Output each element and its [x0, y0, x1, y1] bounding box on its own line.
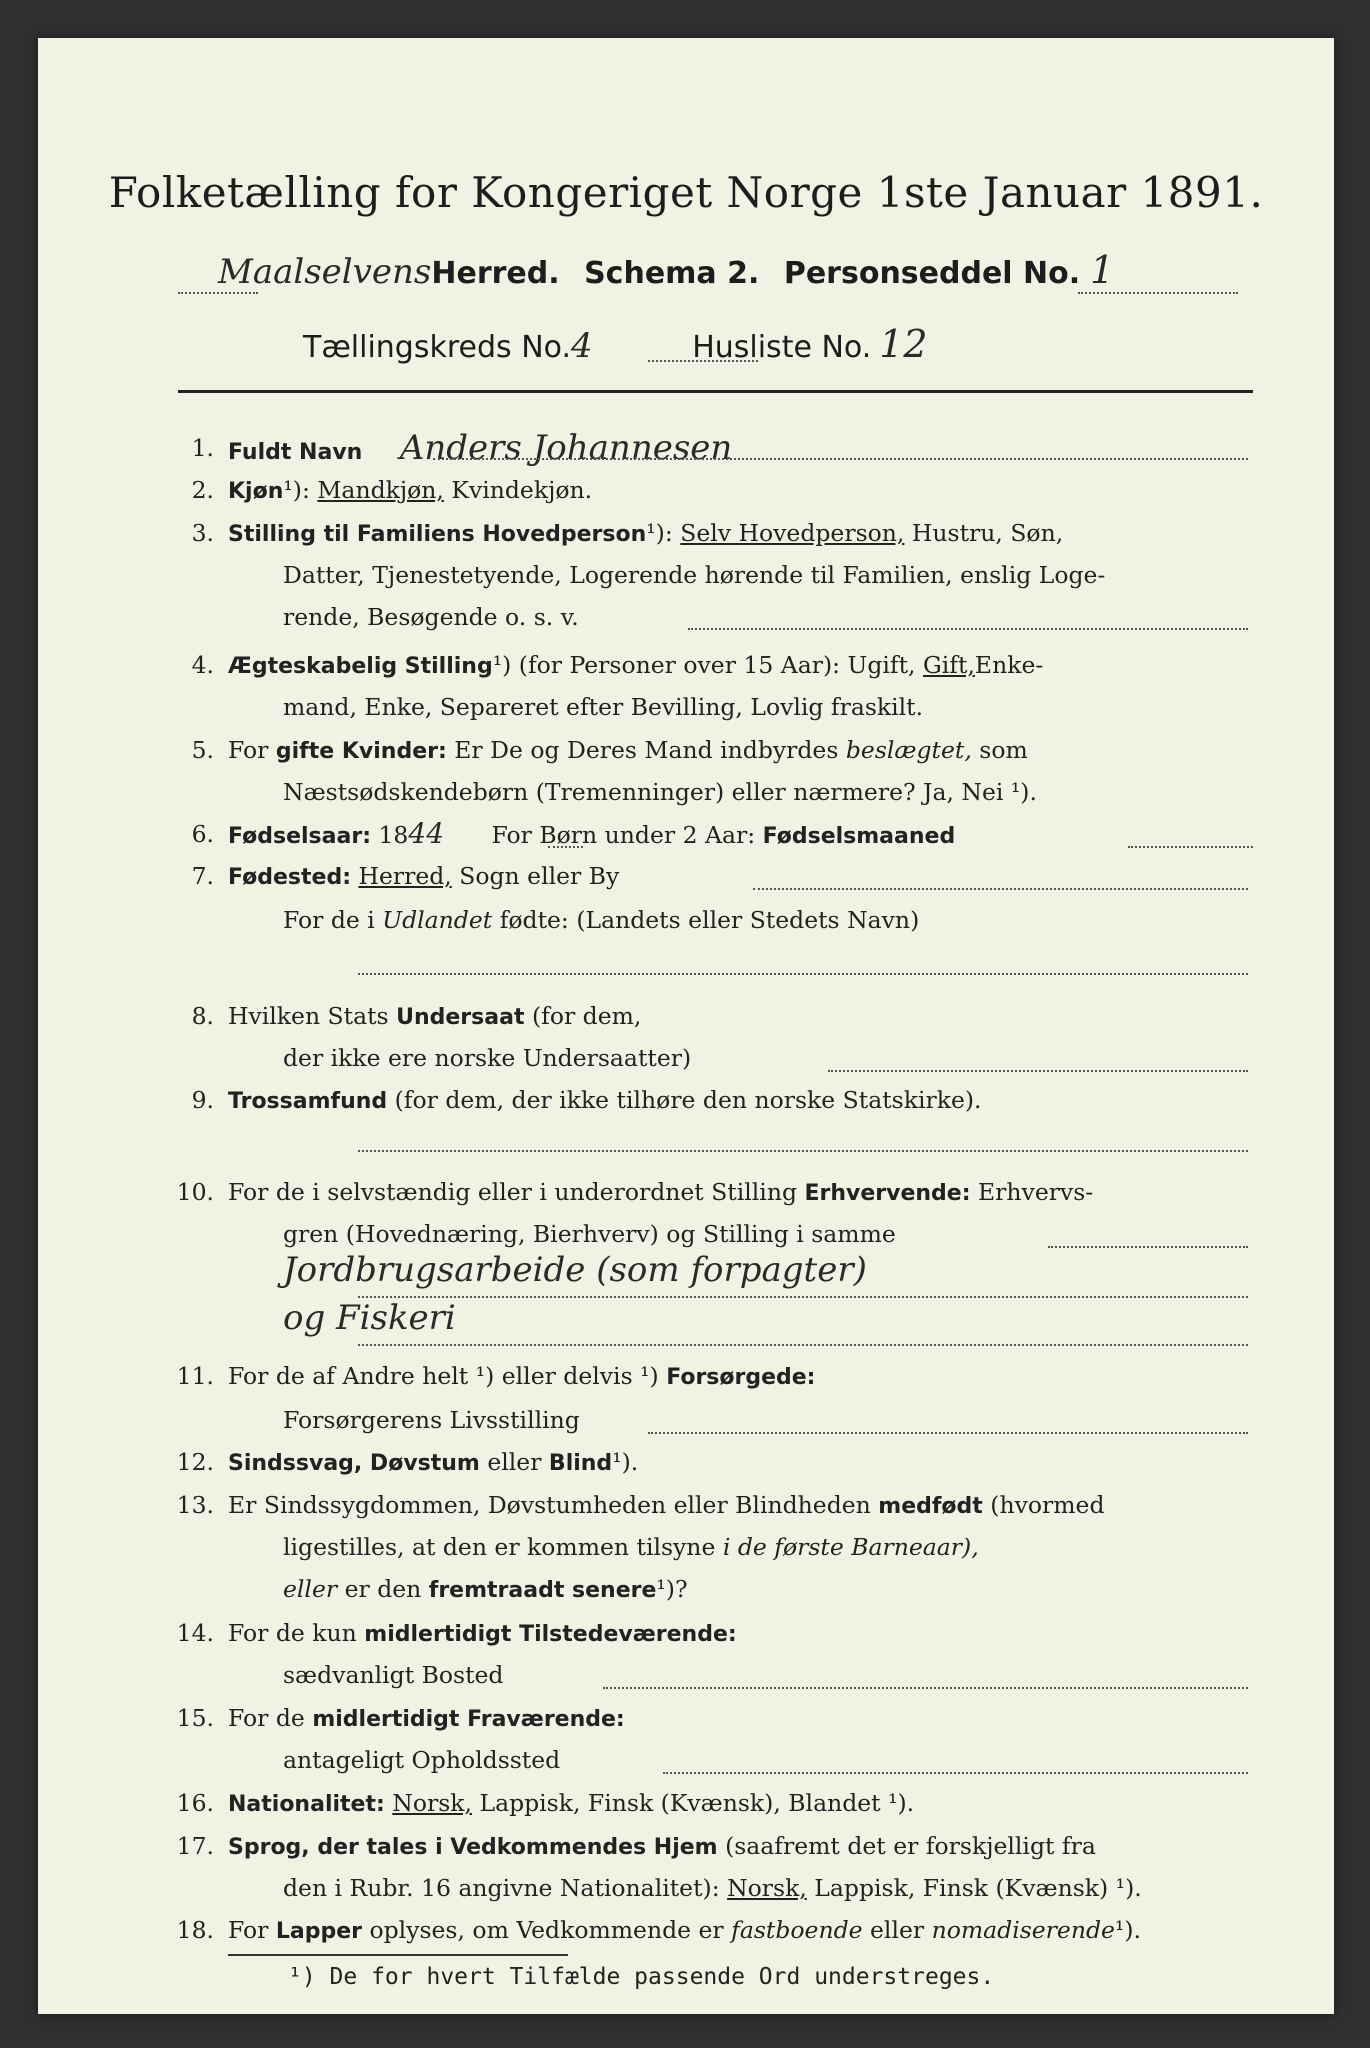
question-text: ¹) (for Personer over 15 Aar): Ugift, [492, 651, 916, 679]
label-birth-year: Fødselsaar: [228, 824, 371, 849]
question-3-line-3: rende, Besøgende o. s. v. [283, 603, 579, 631]
question-text: oplyses, om Vedkommende er [362, 1916, 732, 1944]
question-number: 17. [176, 1832, 214, 1860]
question-text-italic: Udlandet [382, 906, 493, 934]
question-13-line-2 [228, 1527, 1313, 1567]
option-norwegian-language-selected: Norsk, [727, 1874, 807, 1902]
question-text: Enke- [974, 651, 1044, 679]
option-married-selected: Gift, [923, 651, 975, 679]
occupation-hw-line-1 [228, 1250, 1313, 1293]
dotted-line [1078, 292, 1238, 294]
question-text: som [979, 736, 1028, 764]
question-number: 8. [191, 1002, 214, 1030]
question-number: 6. [191, 820, 214, 848]
question-number: 11. [176, 1362, 214, 1390]
question-text: eller [487, 1448, 542, 1476]
question-text: Erhvervs- [978, 1178, 1094, 1206]
question-text: fødte: (Landets eller Stedets Navn) [499, 906, 920, 934]
dotted-line [648, 1432, 1248, 1434]
question-text: For de af Andre helt ¹) eller delvis ¹) [228, 1362, 659, 1390]
question-14 [176, 1613, 1258, 1655]
label-lapps: Lapper [275, 1919, 363, 1944]
question-number: 10. [176, 1178, 214, 1206]
label-sex: Kjøn [228, 479, 284, 504]
question-number: 12. [176, 1448, 214, 1476]
occupation-hw-line-2 [228, 1298, 1313, 1341]
dotted-line [648, 360, 758, 362]
question-7-line-2 [228, 900, 1313, 940]
herred-line [218, 248, 1114, 292]
question-text: Hvilken Stats [228, 1002, 389, 1030]
option-male-selected: Mandkjøn, [317, 476, 444, 504]
label-congenital: medfødt [878, 1494, 983, 1519]
question-text: Lappisk, Finsk (Kvænsk) ¹). [814, 1874, 1142, 1902]
question-9 [191, 1080, 1258, 1122]
label-birth-month: Fødselsmaaned [762, 824, 956, 849]
question-number: 14. [176, 1619, 214, 1647]
question-text: For Børn under 2 Aar: [491, 821, 756, 849]
dotted-line [358, 1344, 1248, 1346]
question-11-line-2: Forsørgerens Livsstilling [283, 1406, 580, 1434]
question-text: Er De og Deres Mand indbyrdes [454, 736, 839, 764]
label-citizenship: Undersaat [396, 1005, 525, 1030]
question-4-line-2: mand, Enke, Separeret efter Bevilling, Lovlig fraskilt. [283, 693, 924, 721]
dotted-line [358, 1150, 1248, 1152]
label-disabilities: Sindssvag, Døvstum [228, 1451, 480, 1476]
form-title: Folketælling for Kongeriget Norge 1ste Januar 1891. [108, 168, 1264, 217]
question-text: For de i selvstændig eller i underordnet Stilling [228, 1178, 797, 1206]
question-5 [191, 730, 1258, 772]
question-text: Lappisk, Finsk (Kvænsk), Blandet ¹). [479, 1789, 915, 1817]
birth-year-prefix: 18 [378, 821, 409, 849]
question-text: (for dem, [531, 1002, 642, 1030]
dotted-line [688, 628, 1248, 630]
footnote-rule [228, 1954, 568, 1956]
question-15 [176, 1698, 1258, 1740]
header-rule [178, 390, 1253, 393]
question-1 [191, 428, 1258, 473]
question-3 [191, 513, 1258, 555]
dotted-line [433, 458, 1248, 460]
question-number: 4. [191, 651, 214, 679]
question-text: den i Rubr. 16 angivne Nationalitet): [283, 1874, 720, 1902]
label-temporarily-present: midlertidigt Tilstedeværende: [364, 1622, 737, 1647]
question-text: For de kun [228, 1619, 357, 1647]
question-text-italic: fastboende [731, 1916, 863, 1944]
question-number: 13. [176, 1491, 214, 1519]
question-2 [191, 470, 1258, 512]
question-4 [191, 645, 1258, 687]
question-16 [176, 1783, 1258, 1825]
options-text: Hustru, Søn, [911, 519, 1064, 547]
dotted-line [1128, 846, 1253, 848]
footnote: ¹) De for hvert Tilfælde passende Ord understreges. [288, 1964, 995, 1990]
question-text-italic: beslægtet, [845, 736, 972, 764]
name-handwriting: Anders Johannesen [399, 428, 733, 468]
label-family-position: Stilling til Familiens Hovedperson [228, 522, 647, 547]
option-head-selected: Selv Hovedperson, [680, 519, 905, 547]
question-text: For [228, 736, 269, 764]
label-nationality: Nationalitet: [228, 1792, 385, 1817]
label-temporarily-absent: midlertidigt Fraværende: [312, 1707, 625, 1732]
kreds-label: Tællingskreds No. [303, 330, 571, 365]
question-3-line-2: Datter, Tjenestetyende, Logerende hørende til Familien, enslig Loge- [283, 561, 1106, 589]
kreds-handwriting: 4 [571, 326, 593, 366]
question-13-line-3 [228, 1569, 1313, 1611]
question-number: 18. [176, 1916, 214, 1944]
question-text: For de [228, 1704, 305, 1732]
question-number: 9. [191, 1086, 214, 1114]
question-17-line-2 [228, 1868, 1313, 1908]
question-13 [176, 1485, 1258, 1527]
question-10-line-2: gren (Hovednæring, Bierhverv) og Stilling i samme [283, 1220, 896, 1248]
option-female: Kvindekjøn. [451, 476, 593, 504]
dotted-line [753, 888, 1248, 890]
herred-handwriting: Maalselvens [218, 252, 432, 292]
label-birthplace: Fødested: [228, 865, 351, 890]
dotted-line [1048, 1246, 1248, 1248]
question-text: Er Sindssygdommen, Døvstumheden eller Blindheden [228, 1491, 871, 1519]
footnote-marker: ¹)? [656, 1575, 688, 1603]
occupation-handwriting: Jordbrugsarbeide (som forpagter) [283, 1250, 867, 1290]
dotted-line [548, 846, 583, 848]
birth-year-handwriting: 44 [408, 817, 445, 850]
question-6 [191, 814, 1258, 857]
option-norwegian-selected: Norsk, [392, 1789, 472, 1817]
footnote-marker: ¹): [283, 476, 310, 504]
footnote-marker: ¹): [646, 519, 673, 547]
label-married-women: gifte Kvinder: [275, 739, 447, 764]
dotted-line [663, 1772, 1248, 1774]
footnote-marker: ¹). [612, 1448, 639, 1476]
label-occupation: Erhvervende: [804, 1181, 971, 1206]
husliste-handwriting: 12 [879, 322, 928, 366]
kreds-line [303, 322, 928, 366]
question-text: (hvormed [990, 1491, 1105, 1519]
label-supported: Forsørgede: [666, 1365, 816, 1390]
question-number: 15. [176, 1704, 214, 1732]
schema-label: Schema 2. [584, 256, 760, 291]
dotted-line [828, 1070, 1248, 1072]
question-8 [191, 996, 1258, 1038]
question-17 [176, 1826, 1258, 1868]
question-text: ligestilles, at den er kommen tilsyne [283, 1533, 716, 1561]
question-14-line-2: sædvanligt Bosted [283, 1661, 504, 1689]
question-18 [176, 1910, 1258, 1952]
question-number: 5. [191, 736, 214, 764]
question-7 [191, 856, 1258, 898]
herred-label: Herred. [431, 256, 560, 291]
question-text: Sogn eller By [459, 862, 620, 890]
question-15-line-2: antageligt Opholdssted [283, 1746, 561, 1774]
question-number: 7. [191, 862, 214, 890]
label-later-onset: fremtraadt senere [428, 1578, 657, 1603]
question-12 [176, 1442, 1258, 1484]
census-form [38, 38, 1334, 2014]
question-10 [176, 1172, 1258, 1214]
option-herred-selected: Herred, [358, 862, 452, 890]
question-number: 2. [191, 476, 214, 504]
personseddel-handwriting: 1 [1090, 248, 1115, 292]
question-8-line-2: der ikke ere norske Undersaatter) [283, 1044, 692, 1072]
question-text-italic: i de første Barneaar), [722, 1533, 979, 1561]
label-full-name: Fuldt Navn [228, 440, 363, 465]
question-text: eller [862, 1916, 932, 1944]
question-text: (saafremt det er forskjelligt fra [725, 1832, 1096, 1860]
question-5-line-2: Næstsødskendebørn (Tremenninger) eller nærmere? Ja, Nei ¹). [283, 778, 1037, 806]
dotted-line [178, 292, 258, 294]
label-marital-status: Ægteskabelig Stilling [228, 654, 493, 679]
personseddel-label: Personseddel No. [783, 256, 1081, 291]
question-text: (for dem, der ikke tilhøre den norske Statskirke). [394, 1086, 982, 1114]
question-text: For de i [283, 906, 375, 934]
label-religion: Trossamfund [228, 1089, 388, 1114]
question-text-italic: nomadiserende [931, 1916, 1115, 1944]
question-number: 16. [176, 1789, 214, 1817]
dotted-line [603, 1687, 1248, 1689]
question-number: 3. [191, 519, 214, 547]
question-number: 1. [191, 434, 214, 462]
dotted-line [358, 973, 1248, 975]
question-text: er den [344, 1575, 422, 1603]
occupation-handwriting: og Fiskeri [283, 1298, 456, 1338]
question-text: For [228, 1916, 276, 1944]
question-11 [176, 1356, 1258, 1398]
question-text-italic: eller [283, 1575, 338, 1603]
label-language: Sprog, der tales i Vedkommendes Hjem [228, 1835, 718, 1860]
husliste-label: Husliste No. [692, 330, 872, 365]
footnote-marker: ¹). [1114, 1916, 1141, 1944]
label-blind: Blind [548, 1451, 613, 1476]
